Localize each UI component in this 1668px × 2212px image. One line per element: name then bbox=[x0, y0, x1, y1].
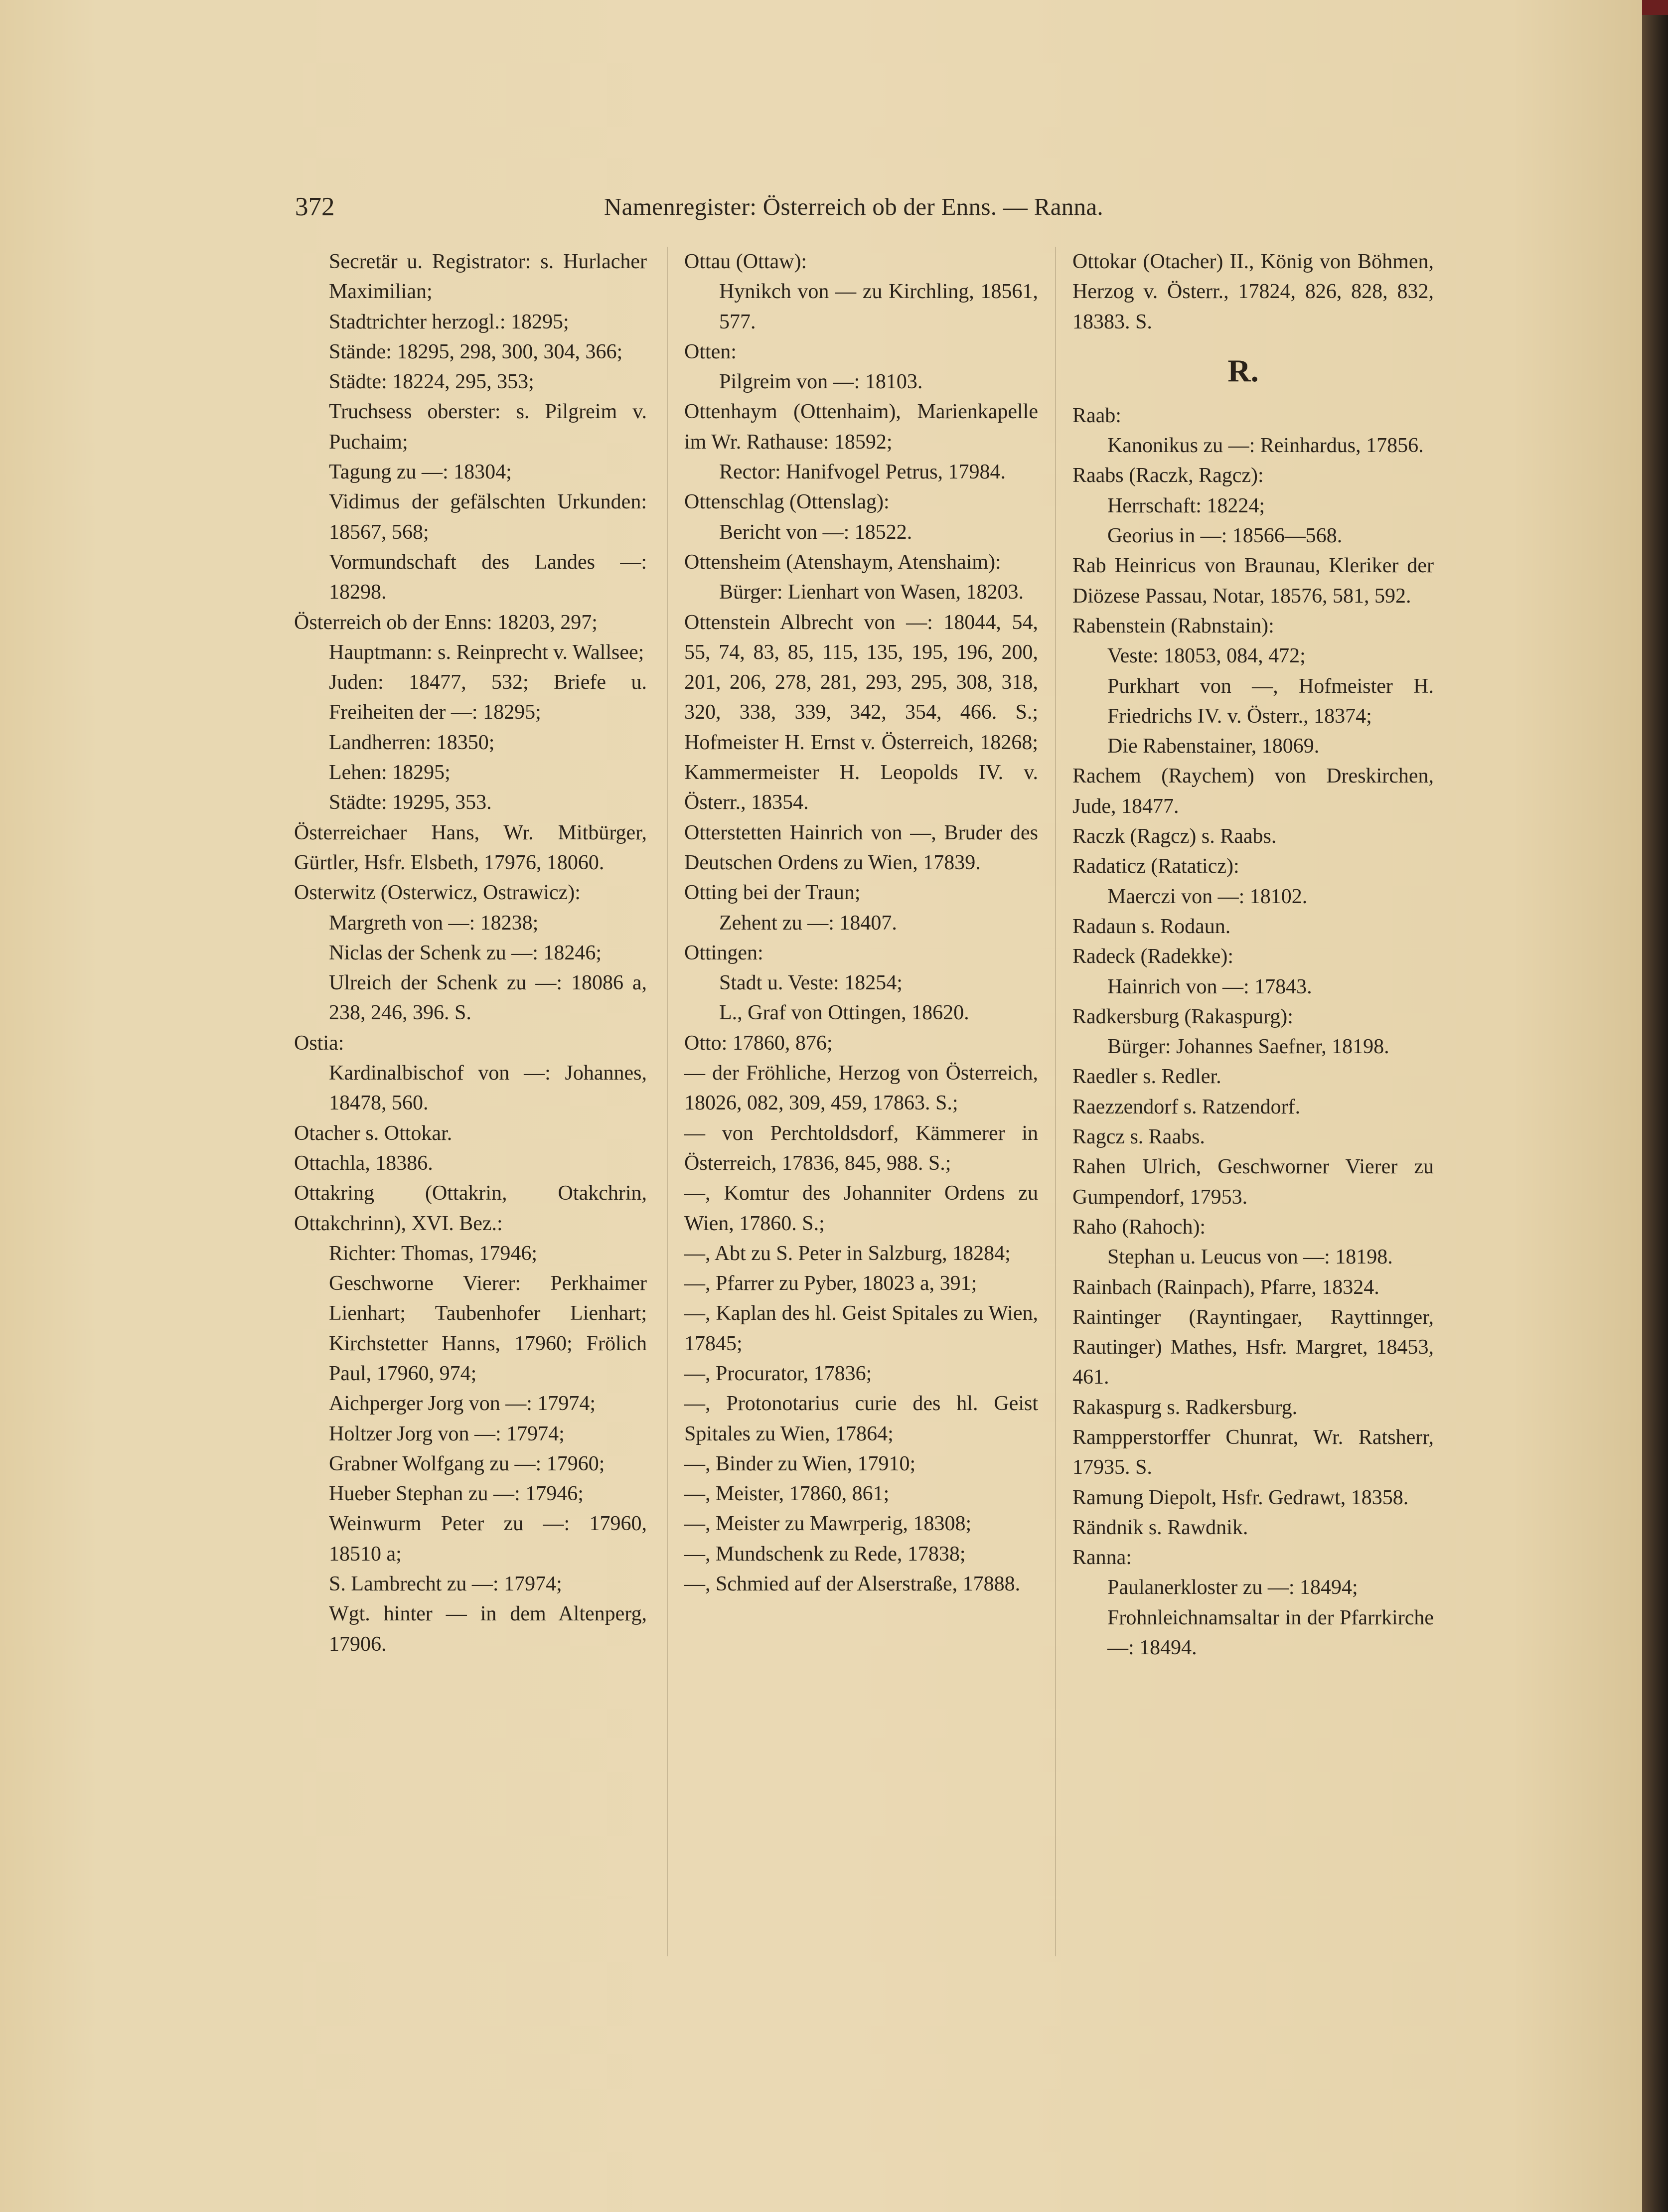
column-divider bbox=[667, 247, 668, 1956]
index-entry: Rector: Hanifvogel Petrus, 17984. bbox=[719, 461, 1006, 484]
index-headword-entry: Raab: bbox=[1072, 404, 1121, 427]
index-entry: — der Fröhliche, Herzog von Österreich, 18026, 082, 309, 459, 17863. S.; bbox=[684, 1062, 1038, 1115]
index-headword-entry: Ottokar (Otacher) II., König von Böhmen, Herzog v. Österr., 17824, 826, 828, 832, 18383. S. bbox=[1072, 250, 1434, 333]
index-headword-entry: Otterstetten Hainrich von —, Bruder des Deutschen Ordens zu Wien, 17839. bbox=[684, 821, 1038, 874]
index-headword-entry: Radaticz (Rataticz): bbox=[1072, 855, 1239, 878]
index-entry: —, Pfarrer zu Pyber, 18023 a, 391; bbox=[684, 1272, 977, 1295]
index-headword-entry: Ranna: bbox=[1072, 1546, 1132, 1570]
index-headword-entry: Raezzendorf s. Ratzendorf. bbox=[1072, 1095, 1301, 1118]
index-headword-entry: Rainbach (Rainpach), Pfarre, 18324. bbox=[1072, 1275, 1379, 1299]
index-entry: —, Mundschenk zu Rede, 17838; bbox=[684, 1542, 966, 1566]
index-column-1 bbox=[294, 247, 647, 1659]
index-entry: Stadt u. Veste: 18254; bbox=[719, 971, 903, 995]
index-headword-entry: Ostia: bbox=[294, 1031, 344, 1055]
index-entry: Städte: 19295, 353. bbox=[329, 791, 492, 814]
index-entry: —, Kaplan des hl. Geist Spitales zu Wien, 17845; bbox=[684, 1302, 1038, 1355]
index-headword-entry: Rakaspurg s. Radkersburg. bbox=[1072, 1396, 1298, 1419]
index-headword-entry: Rampperstorffer Chunrat, Wr. Ratsherr, 17935. S. bbox=[1072, 1425, 1434, 1479]
index-headword-entry: Ottingen: bbox=[684, 941, 763, 964]
index-entry: Geschworne Vierer: Perkhaimer Lienhart; Taubenhofer Lienhart; Kirchstetter Hanns, 17960; Frölich Paul, 17960, 974; bbox=[329, 1272, 647, 1385]
index-headword-entry: Rachem (Raychem) von Dreskirchen, Jude, 18477. bbox=[1072, 765, 1434, 818]
index-headword-entry: Ottenschlag (Ottenslag): bbox=[684, 490, 890, 514]
index-headword-entry: Ottachla, 18386. bbox=[294, 1151, 433, 1175]
index-entry: Hueber Stephan zu —: 17946; bbox=[329, 1482, 584, 1506]
index-entry: —, Protonotarius curie des hl. Geist Spitales zu Wien, 17864; bbox=[684, 1392, 1038, 1445]
index-headword-entry: Raabs (Raczk, Ragcz): bbox=[1072, 464, 1264, 487]
index-headword-entry: Rab Heinricus von Braunau, Kleriker der Diözese Passau, Notar, 18576, 581, 592. bbox=[1072, 554, 1434, 608]
index-headword-entry: Ramung Diepolt, Hsfr. Gedrawt, 18358. bbox=[1072, 1486, 1409, 1509]
column-divider bbox=[1055, 247, 1056, 1956]
index-headword-entry: Rabenstein (Rabnstain): bbox=[1072, 614, 1274, 637]
index-entry: — von Perchtoldsdorf, Kämmerer in Österreich, 17836, 845, 988. S.; bbox=[684, 1121, 1038, 1175]
index-entry: —, Binder zu Wien, 17910; bbox=[684, 1452, 916, 1475]
index-headword-entry: Radeck (Radekke): bbox=[1072, 945, 1234, 968]
index-entry: Secretär u. Registrator: s. Hurlacher Maximilian; bbox=[329, 250, 647, 304]
index-headword-entry: Ottenstein Albrecht von —: 18044, 54, 55, 74, 83, 85, 115, 135, 195, 196, 200, 201, 206, 278, 281, 293, 295, 308, 318, 320, 338, 339, 342, 354, 466. S.; Hofmeister H. Ernst v. Österreich, 18268; Kammermeister H. Leopolds IV. v. Österr., 18354. bbox=[684, 611, 1038, 814]
index-headword-entry: Raedler s. Redler. bbox=[1072, 1065, 1221, 1089]
index-entry: Kardinalbischof von —: Johannes, 18478, 560. bbox=[329, 1062, 647, 1115]
index-headword-entry: Osterwitz (Osterwicz, Ostrawicz): bbox=[294, 881, 581, 905]
index-entry: Vidimus der gefälschten Urkunden: 18567, 568; bbox=[329, 490, 647, 544]
index-entry: Bürger: Lienhart von Wasen, 18203. bbox=[719, 581, 1024, 604]
index-headword-entry: Radaun s. Rodaun. bbox=[1072, 915, 1231, 938]
page-number: 372 bbox=[295, 192, 335, 221]
index-headword-entry: Ottakring (Ottakrin, Otakchrin, Ottakchrinn), XVI. Bez.: bbox=[294, 1182, 647, 1235]
index-headword-entry: Raczk (Ragcz) s. Raabs. bbox=[1072, 825, 1277, 848]
index-entry: Holtzer Jorg von —: 17974; bbox=[329, 1422, 565, 1445]
index-entry: Grabner Wolfgang zu —: 17960; bbox=[329, 1452, 605, 1475]
index-entry: Hauptmann: s. Reinprecht v. Wallsee; bbox=[329, 640, 644, 664]
section-letter-heading: R. bbox=[1227, 352, 1259, 388]
index-entry: Juden: 18477, 532; Briefe u. Freiheiten der —: 18295; bbox=[329, 671, 647, 724]
index-headword-entry: Otten: bbox=[684, 340, 737, 363]
index-entry: Hynikch von — zu Kirchling, 18561, 577. bbox=[719, 280, 1038, 333]
index-headword-entry: Raho (Rahoch): bbox=[1072, 1215, 1206, 1239]
index-headword-entry: Rändnik s. Rawdnik. bbox=[1072, 1516, 1248, 1539]
index-entry: Ulreich der Schenk zu —: 18086 a, 238, 246, 396. S. bbox=[329, 971, 647, 1025]
index-entry: Pilgreim von —: 18103. bbox=[719, 370, 923, 394]
index-entry: Frohnleichnamsaltar in der Pfarrkirche —: 18494. bbox=[1107, 1606, 1434, 1660]
index-entry: —, Procurator, 17836; bbox=[684, 1362, 872, 1385]
index-entry: Veste: 18053, 084, 472; bbox=[1107, 644, 1306, 668]
index-entry: —, Meister, 17860, 861; bbox=[684, 1482, 890, 1506]
index-headword-entry: Radkersburg (Rakaspurg): bbox=[1072, 1005, 1293, 1028]
index-entry: Truchsess oberster: s. Pilgreim v. Puchaim; bbox=[329, 400, 647, 454]
index-entry: Vormundschaft des Landes —: 18298. bbox=[329, 550, 647, 604]
index-headword-entry: Otto: 17860, 876; bbox=[684, 1031, 833, 1055]
index-headword-entry: Ragcz s. Raabs. bbox=[1072, 1125, 1205, 1149]
index-entry: Weinwurm Peter zu —: 17960, 18510 a; bbox=[329, 1512, 647, 1566]
index-entry: Bericht von —: 18522. bbox=[719, 520, 912, 544]
index-entry: —, Meister zu Mawrperig, 18308; bbox=[684, 1512, 972, 1536]
index-entry: Die Rabenstainer, 18069. bbox=[1107, 735, 1320, 758]
index-entry: Paulanerkloster zu —: 18494; bbox=[1107, 1576, 1358, 1599]
index-entry: Kanonikus zu —: Reinhardus, 17856. bbox=[1107, 434, 1424, 458]
index-entry: Bürger: Johannes Saefner, 18198. bbox=[1107, 1035, 1389, 1059]
index-entry: Richter: Thomas, 17946; bbox=[329, 1242, 538, 1265]
index-entry: Stadtrichter herzogl.: 18295; bbox=[329, 310, 569, 333]
index-entry: Lehen: 18295; bbox=[329, 761, 451, 785]
index-headword-entry: Rahen Ulrich, Geschworner Vierer zu Gumpendorf, 17953. bbox=[1072, 1155, 1434, 1209]
index-entry: Purkhart von —, Hofmeister H. Friedrichs IV. v. Österr., 18374; bbox=[1107, 674, 1434, 728]
index-headword-entry: Ottensheim (Atenshaym, Atenshaim): bbox=[684, 550, 1001, 574]
index-entry: —, Schmied auf der Alserstraße, 17888. bbox=[684, 1573, 1021, 1596]
index-entry: Aichperger Jorg von —: 17974; bbox=[329, 1392, 596, 1416]
index-headword-entry: Österreich ob der Enns: 18203, 297; bbox=[294, 611, 598, 634]
index-entry: —, Komtur des Johanniter Ordens zu Wien, 17860. S.; bbox=[684, 1182, 1038, 1235]
index-entry: Städte: 18224, 295, 353; bbox=[329, 370, 534, 394]
index-column-2 bbox=[684, 247, 1038, 1599]
index-entry: Stände: 18295, 298, 300, 304, 366; bbox=[329, 340, 623, 363]
book-spine-edge bbox=[1642, 0, 1668, 2212]
index-entry: Zehent zu —: 18407. bbox=[719, 911, 897, 935]
index-entry: Tagung zu —: 18304; bbox=[329, 461, 512, 484]
index-headword-entry: Otacher s. Ottokar. bbox=[294, 1121, 453, 1145]
index-headword-entry: Ottenhaym (Ottenhaim), Marienkapelle im Wr. Rathause: 18592; bbox=[684, 400, 1038, 454]
running-title: Namenregister: Österreich ob der Enns. — Ranna. bbox=[604, 193, 1103, 220]
index-entry: Maerczi von —: 18102. bbox=[1107, 885, 1308, 908]
index-entry: Margreth von —: 18238; bbox=[329, 911, 539, 935]
index-entry: Hainrich von —: 17843. bbox=[1107, 975, 1312, 998]
index-entry: Georius in —: 18566—568. bbox=[1107, 524, 1343, 548]
index-entry: Herrschaft: 18224; bbox=[1107, 494, 1265, 517]
index-entry: Wgt. hinter — in dem Altenperg, 17906. bbox=[329, 1602, 647, 1656]
index-headword-entry: Otting bei der Traun; bbox=[684, 881, 861, 905]
index-headword-entry: Raintinger (Rayntingaer, Rayttinnger, Rautinger) Mathes, Hsfr. Margret, 18453, 461. bbox=[1072, 1305, 1434, 1389]
index-entry: Landherren: 18350; bbox=[329, 731, 495, 754]
edge-mark bbox=[1642, 0, 1668, 15]
index-entry: S. Lambrecht zu —: 17974; bbox=[329, 1573, 562, 1596]
index-headword-entry: Österreichaer Hans, Wr. Mitbürger, Gürtler, Hsfr. Elsbeth, 17976, 18060. bbox=[294, 821, 647, 874]
index-entry: Stephan u. Leucus von —: 18198. bbox=[1107, 1246, 1393, 1269]
index-entry: —, Abt zu S. Peter in Salzburg, 18284; bbox=[684, 1242, 1011, 1265]
index-entry: Niclas der Schenk zu —: 18246; bbox=[329, 941, 602, 964]
index-headword-entry: Ottau (Ottaw): bbox=[684, 250, 807, 273]
index-entry: L., Graf von Ottingen, 18620. bbox=[719, 1001, 969, 1025]
index-column-3 bbox=[1072, 247, 1434, 1663]
